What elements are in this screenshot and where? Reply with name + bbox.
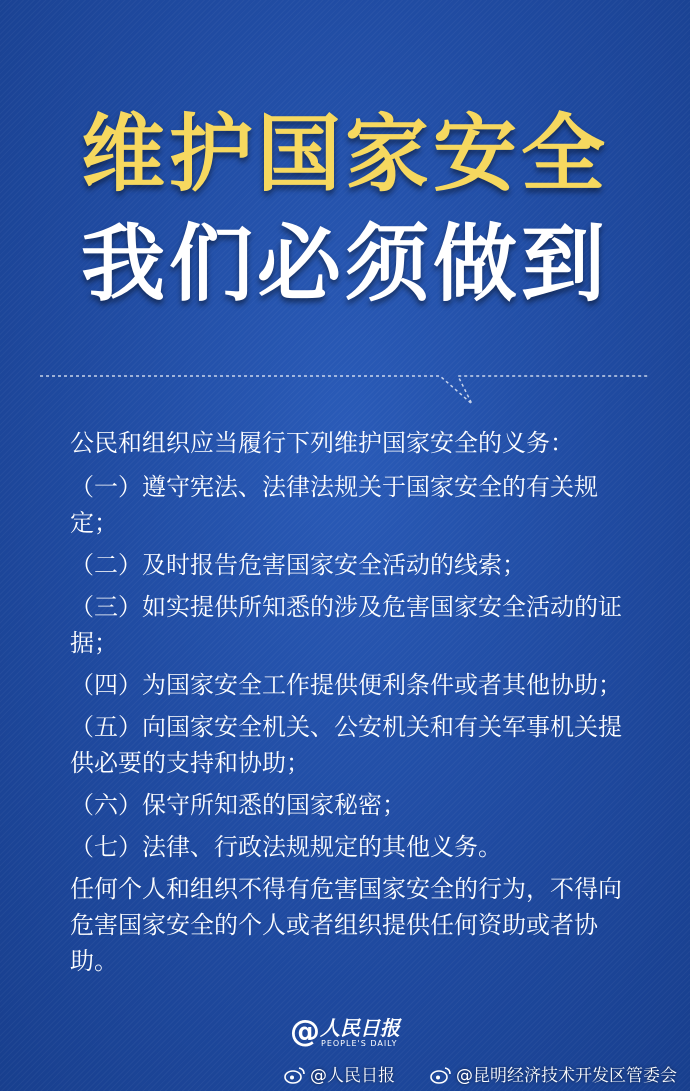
list-item: （二）及时报告危害国家安全活动的线索； <box>70 551 526 579</box>
watermark-account-1-text: @人民日报 <box>310 1066 395 1086</box>
list-item: （四）为国家安全工作提供便利条件或者其他协助； <box>70 671 622 699</box>
watermark <box>0 1061 690 1091</box>
closing-text: 任何个人和组织不得有危害国家安全的行为，不得向危害国家安全的个人或者组织提供任何资助或者协助。 <box>70 875 622 975</box>
watermark-account-2 <box>430 1061 677 1091</box>
watermark-account-1 <box>284 1061 395 1091</box>
list-item: （五）向国家安全机关、公安机关和有关军事机关提供必要的支持和协助； <box>70 713 622 777</box>
page-title: 维护国家安全 <box>80 105 609 203</box>
at-icon: @ <box>290 1014 320 1049</box>
logo-subtitle: PEOPLE'S DAILY <box>321 1039 398 1048</box>
duties-text <box>70 425 630 985</box>
peoples-daily-logo <box>290 1015 440 1055</box>
intro-text: 公民和组织应当履行下列维护国家安全的义务： <box>70 429 574 457</box>
list-item: （三）如实提供所知悉的涉及危害国家安全活动的证据； <box>70 593 622 657</box>
list-item: （七）法律、行政法规规定的其他义务。 <box>70 833 502 861</box>
list-item: （一）遵守宪法、法律法规关于国家安全的有关规定； <box>70 473 598 537</box>
speech-bubble-divider-icon <box>40 334 650 414</box>
logo-name: 人民日报 <box>320 1016 400 1040</box>
page-subtitle: 我们必须做到 <box>80 215 609 313</box>
list-item: （六）保守所知悉的国家秘密； <box>70 791 406 819</box>
weibo-icon <box>430 1066 452 1084</box>
weibo-icon <box>284 1066 306 1084</box>
watermark-account-2-text: @昆明经济技术开发区管委会 <box>456 1066 677 1086</box>
